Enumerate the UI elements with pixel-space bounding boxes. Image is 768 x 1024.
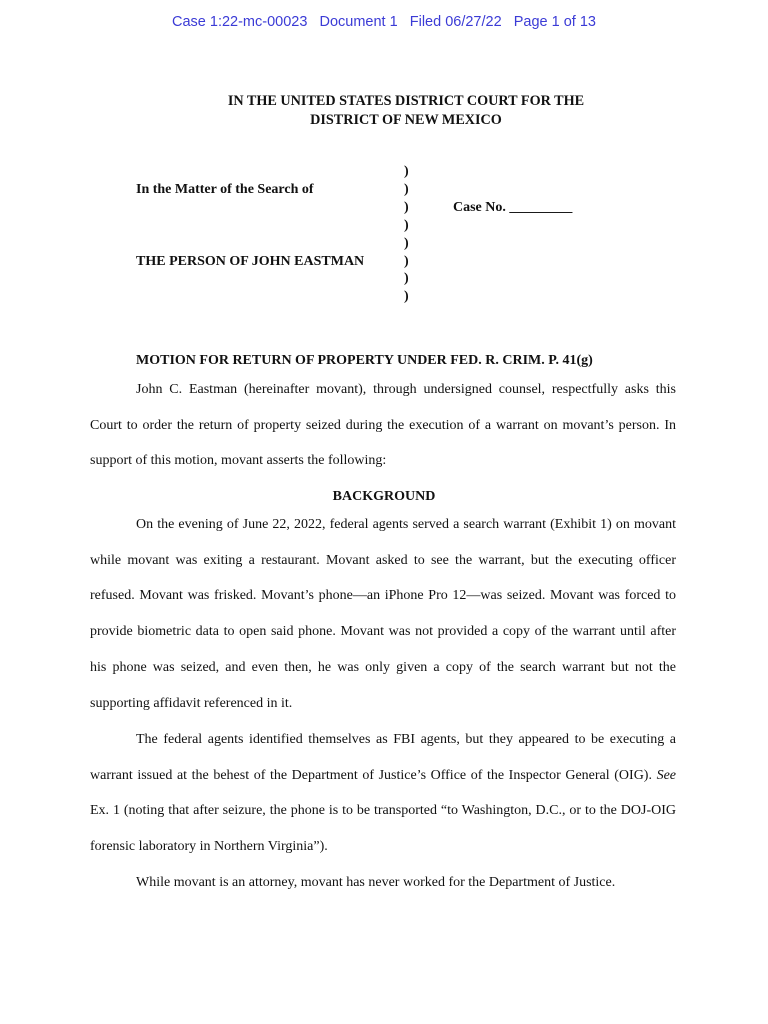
- caption-person: THE PERSON OF JOHN EASTMAN: [136, 254, 365, 269]
- background-paragraph: [90, 507, 676, 721]
- court-filing-stamp: Case 1:22-mc-00023 Document 1 Filed 06/27/22 Page 1 of 13: [172, 14, 596, 30]
- section-heading-background: BACKGROUND: [332, 489, 436, 504]
- intro-paragraph: [90, 372, 676, 479]
- fbi-paragraph-part-b: Ex. 1 (noting that after seizure, the phone is to be transported “to Washington, D.C., or to the DOJ-OIG forensic laboratory in Northern Virginia”).: [90, 803, 676, 855]
- fbi-paragraph: [90, 722, 676, 865]
- case-number: Case No. _________: [453, 200, 573, 215]
- caption-paren: ): [404, 181, 409, 197]
- attorney-paragraph-text: While movant is an attorney, movant has never worked for the Department of Justice.: [136, 875, 616, 890]
- court-heading-line-1: IN THE UNITED STATES DISTRICT COURT FOR THE: [227, 93, 585, 109]
- intro-paragraph-text: John C. Eastman (hereinafter movant), through undersigned counsel, respectfully asks this Court to order the return of property seized during the execution of a warrant on movant’s person. In support of this motion, movant asserts the following:: [90, 382, 676, 469]
- caption-paren: ): [404, 217, 409, 233]
- fbi-paragraph-part-a: The federal agents identified themselves as FBI agents, but they appeared to be executing a warrant issued at the behest of the Department of Justice’s Office of the Inspector General (OIG).: [90, 732, 676, 783]
- background-paragraph-text: On the evening of June 22, 2022, federal agents served a search warrant (Exhibit 1) on movant while movant was exiting a restaurant. Movant asked to see the warrant, but the executing officer refused. Movant was frisked. Movant’s phone—an iPhone Pro 12—was seized. Movant was forced to provide biometric data to open said phone. Movant was not provided a copy of the warrant until after his phone was seized, and even then, he was only given a copy of the search warrant but not the supporting affidavit referenced in it.: [90, 517, 676, 711]
- caption-parentheses: [404, 163, 409, 306]
- caption-paren: ): [404, 164, 409, 179]
- fbi-paragraph-text: [90, 722, 676, 865]
- caption-paren: ): [404, 199, 409, 215]
- caption-matter: In the Matter of the Search of: [136, 182, 314, 197]
- caption-paren: ): [404, 271, 409, 287]
- court-heading-line-2: DISTRICT OF NEW MEXICO: [310, 112, 502, 128]
- caption-paren: ): [404, 235, 409, 251]
- caption-paren: ): [404, 253, 409, 269]
- motion-title: MOTION FOR RETURN OF PROPERTY UNDER FED. R. CRIM. P. 41(g): [136, 353, 593, 368]
- attorney-paragraph: [90, 865, 676, 901]
- court-heading: [0, 92, 768, 130]
- caption-paren: ): [404, 289, 409, 305]
- see-signal: See: [656, 767, 676, 783]
